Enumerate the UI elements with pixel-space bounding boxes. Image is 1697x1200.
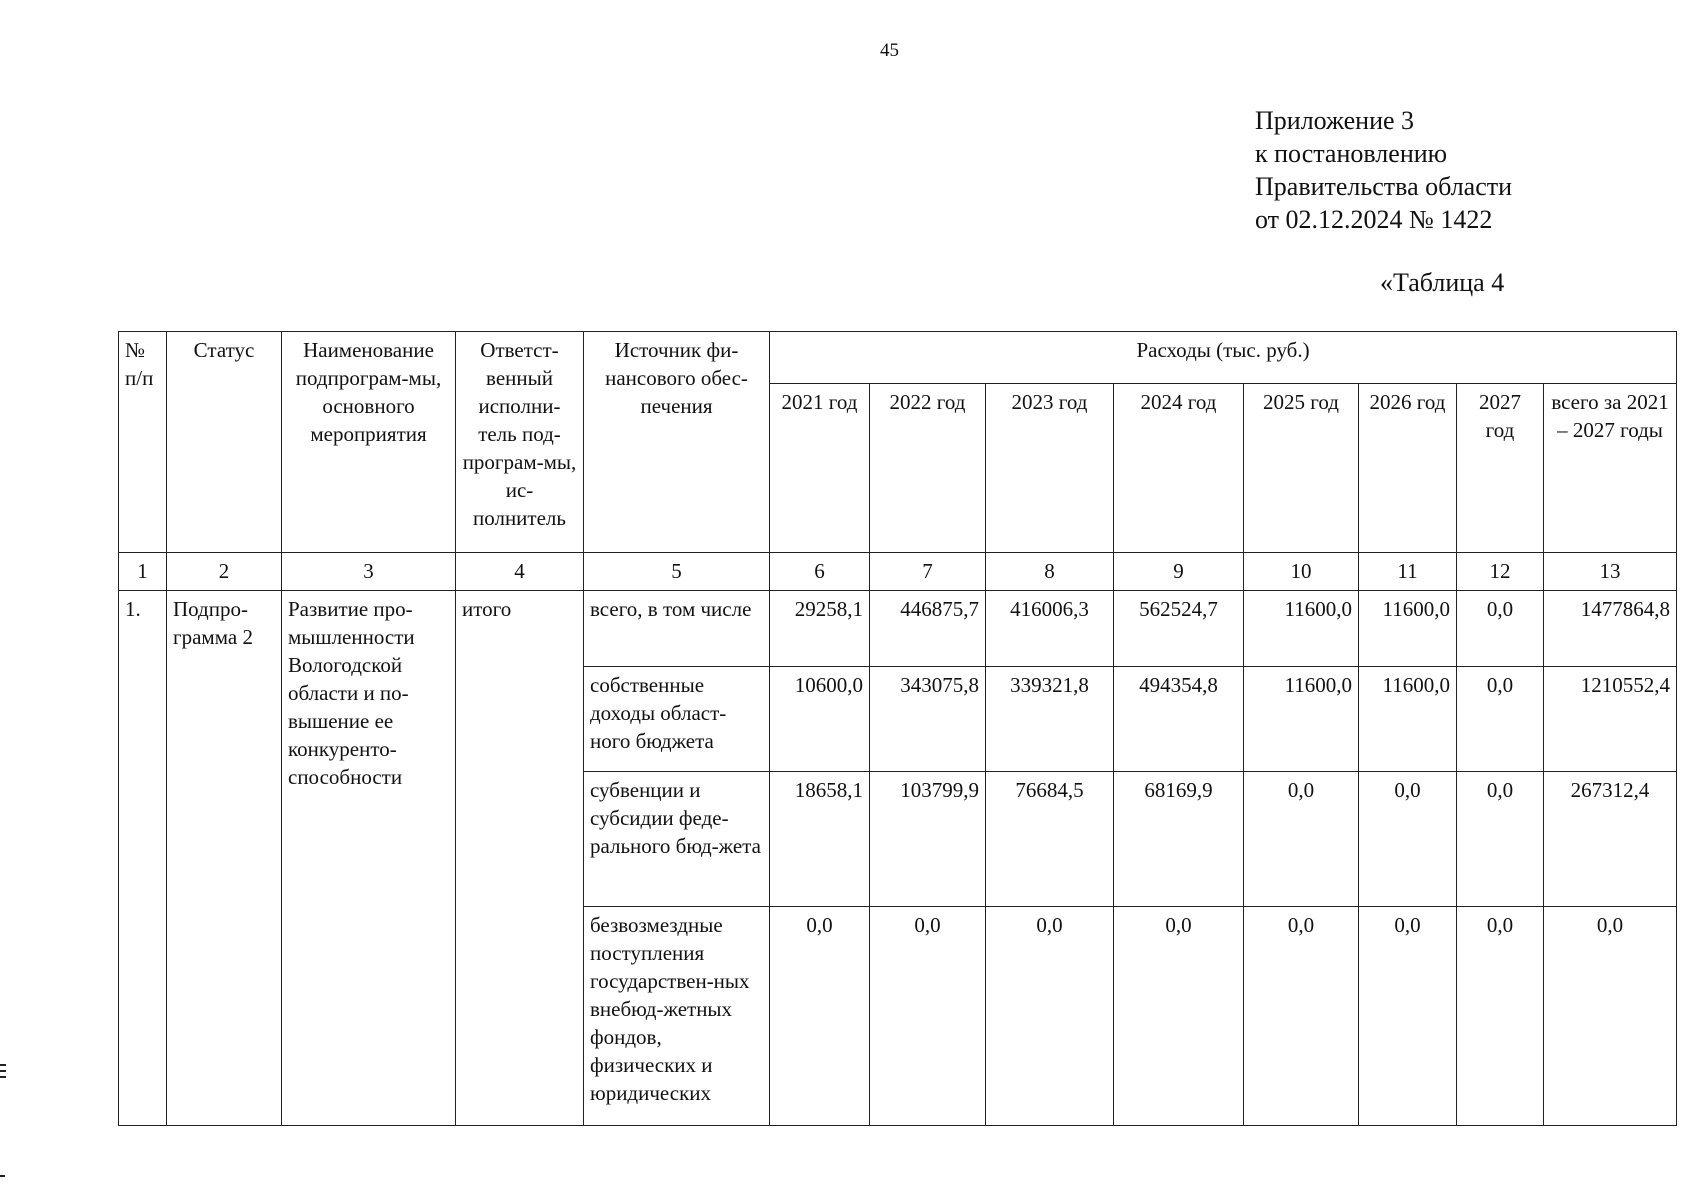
header-no: № п/п bbox=[119, 332, 167, 553]
cell-value: 68169,9 bbox=[1114, 772, 1244, 907]
cell-value: 11600,0 bbox=[1244, 591, 1359, 667]
cell-value: 11600,0 bbox=[1359, 591, 1457, 667]
column-number: 3 bbox=[282, 553, 456, 591]
header-year: 2025 год bbox=[1244, 384, 1359, 553]
scan-edge-dash bbox=[0, 1175, 5, 1177]
cell-value: 0,0 bbox=[1244, 772, 1359, 907]
column-number: 10 bbox=[1244, 553, 1359, 591]
header-expenses: Расходы (тыс. руб.) bbox=[770, 332, 1677, 384]
cell-value: 76684,5 bbox=[986, 772, 1114, 907]
cell-value: 0,0 bbox=[1457, 772, 1544, 907]
header-year: 2026 год bbox=[1359, 384, 1457, 553]
cell-value: 267312,4 bbox=[1544, 772, 1677, 907]
cell-value: 11600,0 bbox=[1244, 667, 1359, 772]
header-year: 2023 год bbox=[986, 384, 1114, 553]
cell-value: 0,0 bbox=[1359, 772, 1457, 907]
cell-value: 18658,1 bbox=[770, 772, 870, 907]
table-row bbox=[119, 591, 1677, 667]
row-source: безвозмездные поступления государствен-ных внебюд-жетных фондов, физических и юридических bbox=[584, 907, 770, 1126]
cell-value: 10600,0 bbox=[770, 667, 870, 772]
cell-value: 1210552,4 bbox=[1544, 667, 1677, 772]
cell-value: 494354,8 bbox=[1114, 667, 1244, 772]
cell-value: 0,0 bbox=[1544, 907, 1677, 1126]
row-executor: итого bbox=[456, 591, 584, 1126]
header-year: 2024 год bbox=[1114, 384, 1244, 553]
header-status: Статус bbox=[167, 332, 282, 553]
appendix-line: Правительства области bbox=[1255, 172, 1513, 201]
cell-value: 416006,3 bbox=[986, 591, 1114, 667]
header-executor: Ответст-венный исполни-тель под-програм-мы, ис-полнитель bbox=[456, 332, 584, 553]
row-source: собственные доходы област-ного бюджета bbox=[584, 667, 770, 772]
cell-value: 29258,1 bbox=[770, 591, 870, 667]
row-name: Развитие про-мышленности Вологодской области и по-вышение ее конкуренто-способности bbox=[282, 591, 456, 1126]
cell-value: 1477864,8 bbox=[1544, 591, 1677, 667]
column-number: 8 bbox=[986, 553, 1114, 591]
cell-value: 446875,7 bbox=[870, 591, 986, 667]
cell-value: 11600,0 bbox=[1359, 667, 1457, 772]
cell-value: 562524,7 bbox=[1114, 591, 1244, 667]
appendix-line: от 02.12.2024 № 1422 bbox=[1255, 205, 1493, 234]
cell-value: 103799,9 bbox=[870, 772, 986, 907]
column-numbers-row bbox=[119, 553, 1677, 591]
cell-value: 0,0 bbox=[1457, 591, 1544, 667]
cell-value: 343075,8 bbox=[870, 667, 986, 772]
appendix-block bbox=[1255, 104, 1512, 236]
column-number: 13 bbox=[1544, 553, 1677, 591]
cell-value: 0,0 bbox=[870, 907, 986, 1126]
column-number: 7 bbox=[870, 553, 986, 591]
header-year: 2022 год bbox=[870, 384, 986, 553]
scan-edge-marks bbox=[0, 1060, 6, 1080]
header-name: Наименование подпрограм-мы, основного мероприятия bbox=[282, 332, 456, 553]
cell-value: 0,0 bbox=[986, 907, 1114, 1126]
appendix-line: Приложение 3 bbox=[1255, 106, 1415, 135]
cell-value: 0,0 bbox=[1244, 907, 1359, 1126]
cell-value: 0,0 bbox=[1359, 907, 1457, 1126]
table-label: «Таблица 4 bbox=[1380, 268, 1505, 297]
column-number: 9 bbox=[1114, 553, 1244, 591]
column-number: 5 bbox=[584, 553, 770, 591]
cell-value: 339321,8 bbox=[986, 667, 1114, 772]
column-number: 4 bbox=[456, 553, 584, 591]
header-year-total: всего за 2021 – 2027 годы bbox=[1544, 384, 1677, 553]
column-number: 11 bbox=[1359, 553, 1457, 591]
column-number: 6 bbox=[770, 553, 870, 591]
row-source: субвенции и субсидии феде-рального бюд-жета bbox=[584, 772, 770, 907]
cell-value: 0,0 bbox=[770, 907, 870, 1126]
row-no: 1. bbox=[119, 591, 167, 1126]
header-row bbox=[119, 332, 1677, 384]
row-source: всего, в том числе bbox=[584, 591, 770, 667]
header-year: 2027 год bbox=[1457, 384, 1544, 553]
expenses-table bbox=[118, 331, 1677, 1126]
header-year: 2021 год bbox=[770, 384, 870, 553]
page-number: 45 bbox=[880, 40, 899, 61]
column-number: 1 bbox=[119, 553, 167, 591]
cell-value: 0,0 bbox=[1457, 907, 1544, 1126]
row-status: Подпро-грамма 2 bbox=[167, 591, 282, 1126]
header-source: Источник фи-нансового обес-печения bbox=[584, 332, 770, 553]
column-number: 12 bbox=[1457, 553, 1544, 591]
appendix-line: к постановлению bbox=[1255, 139, 1448, 168]
cell-value: 0,0 bbox=[1114, 907, 1244, 1126]
column-number: 2 bbox=[167, 553, 282, 591]
cell-value: 0,0 bbox=[1457, 667, 1544, 772]
